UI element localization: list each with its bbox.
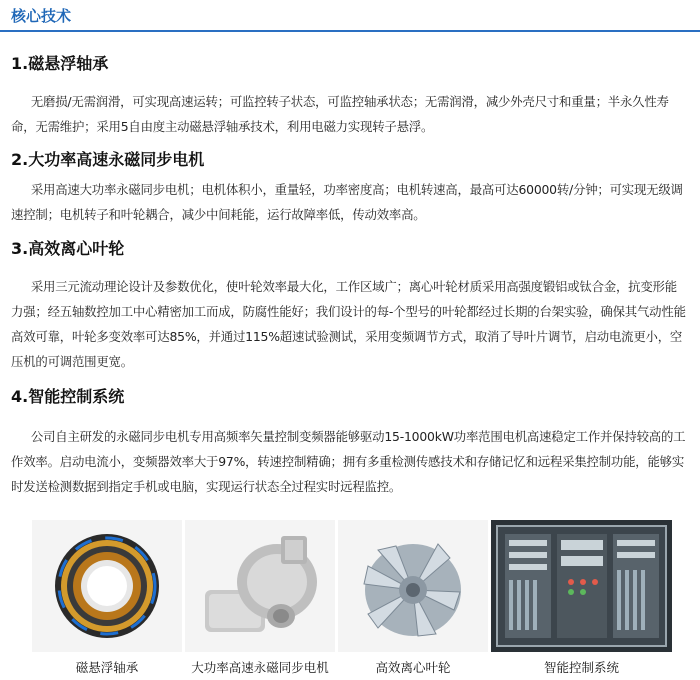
magnetic-bearing-image — [32, 520, 182, 652]
section-header — [0, 0, 700, 30]
photo-caption-impeller: 高效离心叶轮 — [375, 660, 451, 675]
section-title-control-system: 4.智能控制系统 — [11, 387, 125, 406]
section-body-impeller: 采用三元流动理论设计及参数优化，使叶轮效率最大化，工作区域广；离心叶轮材质采用高强度锻铝或钛合金，抗变形能力强；经五轴数控加工中心精密加工而成，防腐性能好；我们设计的每-个型号的叶轮都经过长期的台架实验，确保其气动性能高效可靠，叶轮多变效率可达85%，并通过115%超速试验测试，采用变频调节方式，取消了导叶片调节，启动电流更小，空压机的可调范围更宽。 — [11, 279, 686, 369]
page-title: 核心技术 — [11, 7, 72, 25]
photo-caption-magnetic-bearing: 磁悬浮轴承 — [75, 660, 139, 675]
photo-gallery — [32, 520, 672, 652]
header-underline — [0, 30, 700, 32]
section-title-impeller: 3.高效离心叶轮 — [11, 239, 125, 258]
photo-caption-motor: 大功率高速永磁同步电机 — [191, 660, 329, 675]
section-title-magnetic-bearing: 1.磁悬浮轴承 — [11, 54, 109, 73]
control-cabinet-image — [491, 520, 672, 652]
section-title-motor: 2.大功率高速永磁同步电机 — [11, 150, 205, 169]
photo-caption-control-system: 智能控制系统 — [543, 660, 619, 675]
impeller-image — [338, 520, 488, 652]
section-body-magnetic-bearing: 无磨损/无需润滑，可实现高速运转；可监控转子状态，可监控轴承状态；无需润滑，减少外壳尺寸和重量；半永久性寿命，无需维护；采用5自由度主动磁悬浮轴承技术，利用电磁力实现转子悬浮。 — [11, 94, 669, 134]
section-body-control-system: 公司自主研发的永磁同步电机专用高频率矢量控制变频器能够驱动15-1000kW功率范围电机高速稳定工作并保持较高的工作效率。启动电流小，变频器效率大于97%，转速控制精确；拥有多重检测传感技术和存储记忆和远程采集控制功能，能够实时发送检测数据到指定手机或电脑，实现运行状态全过程实时远程监控。 — [11, 429, 686, 494]
motor-blower-image — [185, 520, 335, 652]
section-body-motor: 采用高速大功率永磁同步电机；电机体积小，重量轻，功率密度高；电机转速高，最高可达60000转/分钟；可实现无级调速控制；电机转子和叶轮耦合，减少中间耗能，运行故障率低，传动效率高。 — [11, 182, 683, 222]
